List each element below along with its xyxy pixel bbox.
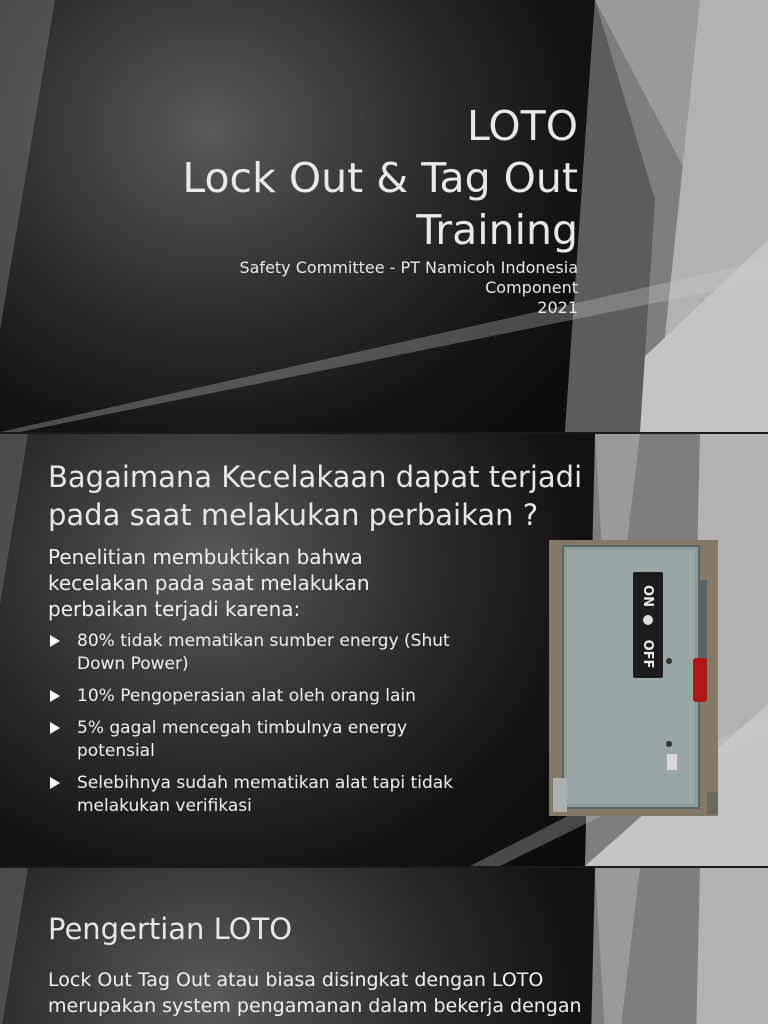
triangle-bullet-icon (50, 635, 60, 647)
intro-line: Penelitian membuktikan bahwa (48, 545, 363, 569)
triangle-bullet-icon (50, 690, 60, 702)
subtitle-line: Component (485, 278, 578, 297)
switch-on-label: ON (640, 585, 655, 607)
safety-switch-photo (549, 540, 718, 816)
title-line: Lock Out & Tag Out (182, 154, 578, 202)
subtitle-line: 2021 (537, 298, 578, 317)
bullet-line: 5% gagal mencegah timbulnya energy (77, 718, 408, 738)
slide-accident-causes (0, 434, 768, 866)
body-line: Lock Out Tag Out atau biasa disingkat dengan LOTO (48, 969, 544, 991)
bullet-line: potensial (77, 741, 155, 761)
body-line: merupakan system pengamanan dalam bekerja dengan (48, 995, 582, 1017)
list-item (48, 630, 518, 676)
intro-line: perbaikan terjadi karena: (48, 597, 301, 621)
slide-title-text (182, 100, 578, 256)
slide-heading: Pengertian LOTO (48, 912, 293, 946)
list-item (48, 717, 518, 763)
bullet-line: melakukan verifikasi (77, 796, 252, 816)
slide-heading (48, 458, 582, 534)
bullet-list (48, 630, 518, 827)
slide-loto-definition (0, 868, 768, 1024)
list-item (48, 685, 518, 708)
bullet-line: Down Power) (77, 654, 189, 674)
subtitle-line: Safety Committee - PT Namicoh Indonesia (239, 258, 578, 277)
triangle-bullet-icon (50, 777, 60, 789)
bullet-line: 80% tidak mematikan sumber energy (Shut (77, 631, 450, 651)
heading-line: pada saat melakukan perbaikan ? (48, 498, 539, 532)
triangle-bullet-icon (50, 722, 60, 734)
definition-text (48, 967, 582, 1019)
title-line: LOTO (467, 102, 578, 150)
slide-subtitle (239, 258, 578, 318)
heading-line: Bagaimana Kecelakaan dapat terjadi (48, 460, 583, 494)
intro-line: kecelakan pada saat melakukan (48, 571, 370, 595)
switch-off-label: OFF (640, 639, 655, 669)
bullet-line: Selebihnya sudah mematikan alat tapi tidak (77, 773, 453, 793)
list-item (48, 772, 518, 818)
intro-text (48, 544, 370, 622)
title-line: Training (416, 206, 578, 254)
slide-title (0, 0, 768, 432)
bullet-line: 10% Pengoperasian alat oleh orang lain (77, 686, 416, 706)
